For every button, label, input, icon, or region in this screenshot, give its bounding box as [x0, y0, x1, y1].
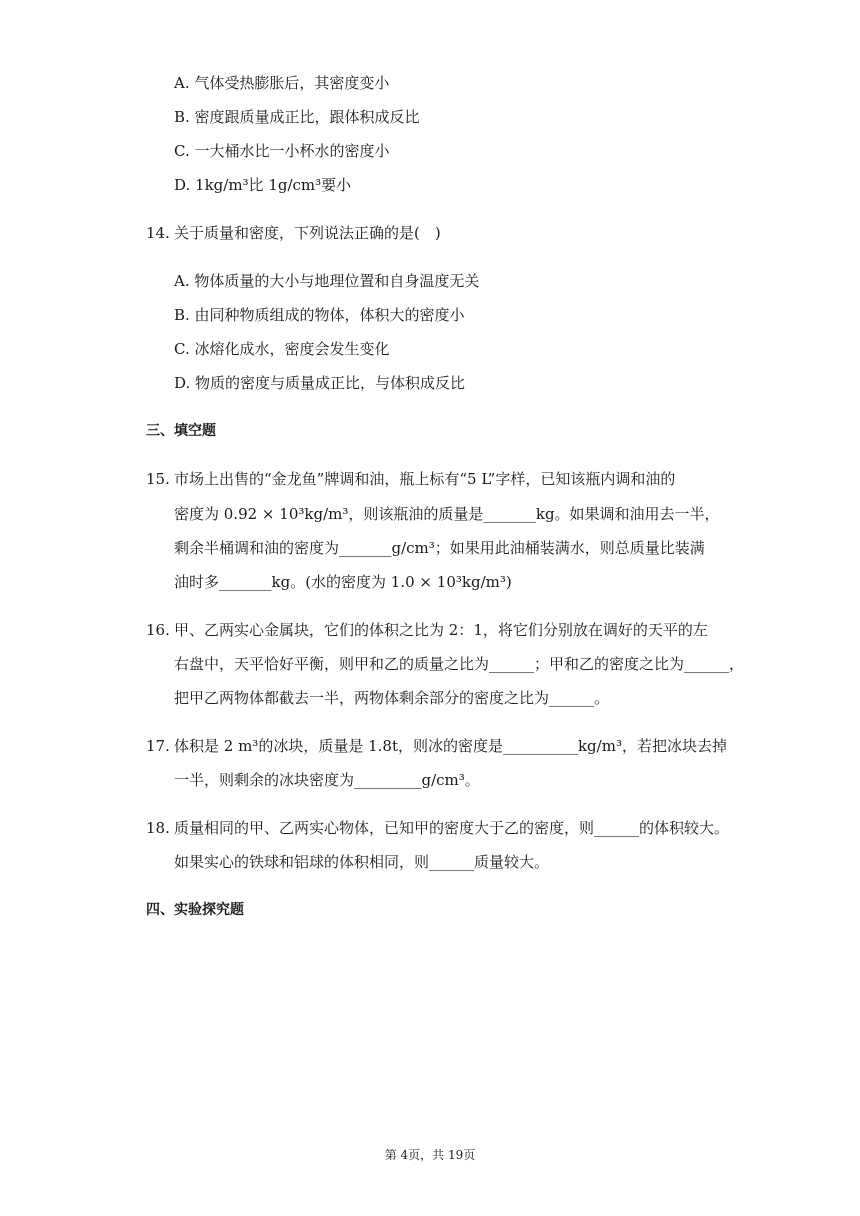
q14-number: 14. — [146, 224, 170, 242]
q18-line-2: 如果实心的铁球和铝球的体积相同，则______质量较大。 — [174, 853, 550, 871]
q14-option-b: B. 由同种物质组成的物体，体积大的密度小 — [174, 306, 465, 324]
q18-number: 18. — [146, 819, 170, 837]
q15-line-3: 剩余半桶调和油的密度为_______g/cm³；如果用此油桶装满水，则总质量比装满 — [174, 539, 705, 557]
q14-option-c: C. 冰熔化成水，密度会发生变化 — [174, 340, 390, 358]
q17-line-1: 体积是 2 m³的冰块，质量是 1.8t，则冰的密度是__________kg/m³，若把冰块去掉 — [174, 737, 727, 755]
q17-number: 17. — [146, 737, 170, 755]
q13-option-a: A. 气体受热膨胀后，其密度变小 — [174, 74, 390, 92]
q13-option-d: D. 1kg/m³比 1g/cm³要小 — [174, 176, 352, 194]
q16-line-3: 把甲乙两物体都截去一半，两物体剩余部分的密度之比为______。 — [174, 689, 610, 707]
q16-line-2: 右盘中，天平恰好平衡，则甲和乙的质量之比为______；甲和乙的密度之比为______， — [174, 655, 745, 673]
section-heading-4: 四、实验探究题 — [146, 902, 244, 918]
q17-line-2: 一半，则剩余的冰块密度为_________g/cm³。 — [174, 771, 480, 789]
section-heading-3: 三、填空题 — [146, 423, 216, 439]
q15-line-1: 市场上出售的“金龙鱼”牌调和油，瓶上标有“5 L”字样，已知该瓶内调和油的 — [174, 470, 676, 488]
q14-option-d: D. 物质的密度与质量成正比，与体积成反比 — [174, 374, 466, 392]
q13-option-c: C. 一大桶水比一小杯水的密度小 — [174, 142, 390, 160]
page-footer: 第 4页，共 19页 — [384, 1148, 476, 1162]
q16-number: 16. — [146, 621, 170, 639]
q13-option-b: B. 密度跟质量成正比，跟体积成反比 — [174, 108, 420, 126]
q14-text: 关于质量和密度，下列说法正确的是( ) — [174, 224, 441, 242]
q15-line-4: 油时多_______kg。(水的密度为 1.0 × 10³kg/m³) — [174, 573, 512, 591]
q16-line-1: 甲、乙两实心金属块，它们的体积之比为 2：1，将它们分别放在调好的天平的左 — [174, 621, 708, 639]
q15-line-2: 密度为 0.92 × 10³kg/m³，则该瓶油的质量是_______kg。如果调和油用去一半， — [174, 505, 720, 523]
q14-option-a: A. 物体质量的大小与地理位置和自身温度无关 — [174, 272, 480, 290]
q15-number: 15. — [146, 470, 170, 488]
q18-line-1: 质量相同的甲、乙两实心物体，已知甲的密度大于乙的密度，则______的体积较大。 — [174, 819, 730, 837]
